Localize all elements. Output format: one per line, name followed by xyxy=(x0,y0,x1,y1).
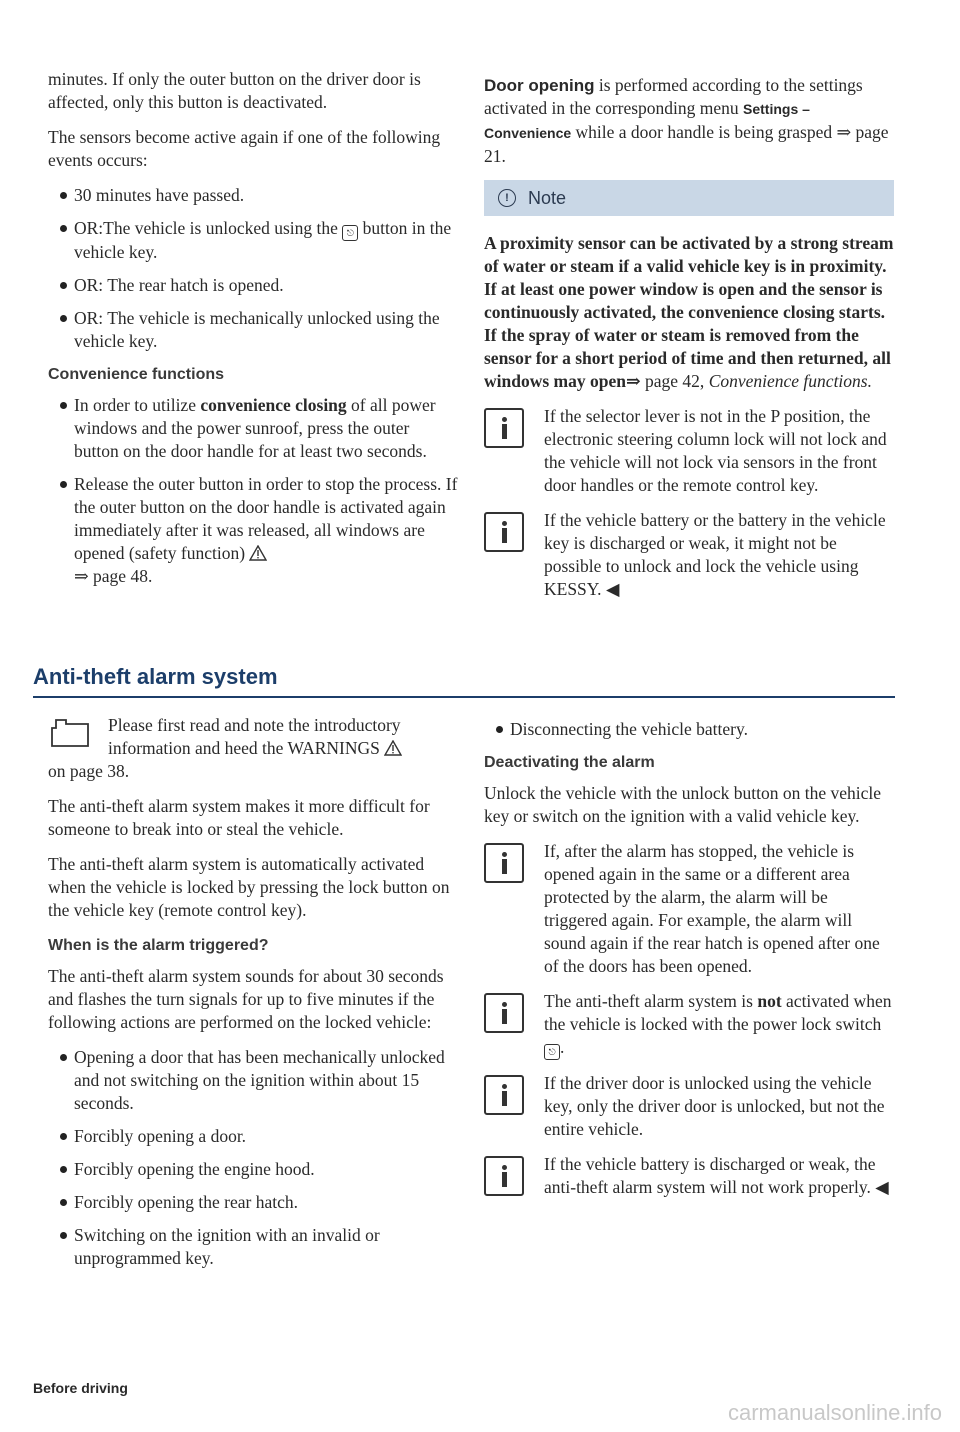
info-icon xyxy=(484,843,524,883)
footer-section-label: Before driving xyxy=(33,1380,128,1396)
paragraph: The anti-theft alarm system makes it more difficult for someone to break into or steal the vehicle. xyxy=(48,796,430,839)
subheading-triggered: When is the alarm triggered? xyxy=(48,937,269,954)
info-icon xyxy=(484,408,524,448)
info-item: If, after the alarm has stopped, the vehicle is opened again in the same or a different area protected by the alarm, the alarm will be triggered again. For example, the alarm will sound again if the rear hatch is opened after one of the doors has been opened. xyxy=(484,840,894,978)
info-item: If the vehicle battery is discharged or weak, the anti-theft alarm system will not work properly. ◀ xyxy=(484,1153,894,1199)
end-marker-icon: ◀ xyxy=(605,579,620,599)
list-item: Forcibly opening the engine hood. xyxy=(74,1158,458,1181)
paragraph: Door opening is performed according to the settings activated in the corresponding menu Settings – Convenience while a door handle is being grasped ⇒ page 21. xyxy=(484,75,889,166)
list-item: OR: The rear hatch is opened. xyxy=(74,274,458,297)
watermark: carmanualsonline.info xyxy=(727,1400,942,1425)
list-item: In order to utilize convenience closing of all power windows and the power sunroof, press the outer button on the door handle for at least two seconds. xyxy=(74,394,458,463)
info-icon xyxy=(484,993,524,1033)
warning-icon xyxy=(384,740,402,756)
info-icon xyxy=(484,512,524,552)
info-icon xyxy=(484,1156,524,1196)
left-column-bottom xyxy=(48,714,458,1280)
paragraph: Unlock the vehicle with the unlock button on the vehicle key or switch on the ignition with a valid vehicle key. xyxy=(484,783,882,826)
right-column-bottom xyxy=(484,718,894,1211)
right-column-top xyxy=(484,74,894,613)
page-reference[interactable]: ⇒ page 48. xyxy=(74,566,153,586)
note-banner: ! Note xyxy=(484,180,894,216)
subheading-deactivating: Deactivating the alarm xyxy=(484,754,655,771)
list-item: 30 minutes have passed. xyxy=(74,184,458,207)
list-item: Forcibly opening the rear hatch. xyxy=(74,1191,458,1214)
warning-icon xyxy=(249,545,267,561)
list-item: OR: The vehicle is mechanically unlocked using the vehicle key. xyxy=(74,307,458,353)
intro-note: Please first read and note the introductory information and heed the WARNINGS on page 38. xyxy=(48,714,458,783)
info-item: If the driver door is unlocked using the vehicle key, only the driver door is unlocked, but not the entire vehicle. xyxy=(484,1072,894,1141)
info-icon xyxy=(484,1075,524,1115)
info-item: If the selector lever is not in the P position, the electronic steering column lock will not lock and the vehicle will not lock via sensors in the front door handles or the remote control key. xyxy=(484,405,894,497)
section-title: Anti-theft alarm system xyxy=(33,664,895,698)
list-item: Switching on the ignition with an invalid or unprogrammed key. xyxy=(74,1224,458,1270)
left-column-top xyxy=(48,68,458,598)
end-marker-icon: ◀ xyxy=(875,1177,889,1197)
list-item: OR:The vehicle is unlocked using the ⎋ button in the vehicle key. xyxy=(74,217,458,264)
unlock-key-icon: ⎋ xyxy=(342,225,358,241)
info-circle-icon: ! xyxy=(498,189,516,207)
lock-switch-icon: ⎋ xyxy=(544,1044,560,1060)
note-text: A proximity sensor can be activated by a strong stream of water or steam if a valid vehicle key is in proximity. If at least one power window is open and the sensor is continuously activated, the convenience closing starts. If the spray of water or steam is removed from the sensor for a short period of time and then returned, all windows may open⇒ page 42, Convenience functions. xyxy=(484,233,894,391)
info-item: If the vehicle battery or the battery in the vehicle key is discharged or weak, it might not be possible to unlock and lock the vehicle using KESSY. ◀ xyxy=(484,509,894,601)
subheading-convenience: Convenience functions xyxy=(48,366,225,383)
book-icon xyxy=(48,718,92,748)
list-item: Opening a door that has been mechanically unlocked and not switching on the ignition within about 15 seconds. xyxy=(74,1046,458,1115)
page-reference[interactable]: on page 38. xyxy=(48,761,130,781)
info-item: The anti-theft alarm system is not activated when the vehicle is locked with the power lock switch ⎋ . xyxy=(484,990,894,1060)
paragraph: minutes. If only the outer button on the driver door is affected, only this button is deactivated. xyxy=(48,69,421,112)
paragraph: The anti-theft alarm system is automatically activated when the vehicle is locked by pressing the lock button on the vehicle key (remote control key). xyxy=(48,854,450,920)
list-item: Disconnecting the vehicle battery. xyxy=(510,718,894,741)
paragraph: The sensors become active again if one of the following events occurs: xyxy=(48,127,441,170)
paragraph: The anti-theft alarm system sounds for about 30 seconds and flashes the turn signals for up to five minutes if the following actions are performed on the locked vehicle: xyxy=(48,966,444,1032)
list-item: Forcibly opening a door. xyxy=(74,1125,458,1148)
list-item: Release the outer button in order to stop the process. If the outer button on the door handle is activated again immediately after it was released, all windows are opened (safety function) ⇒ page 48. xyxy=(74,473,458,588)
